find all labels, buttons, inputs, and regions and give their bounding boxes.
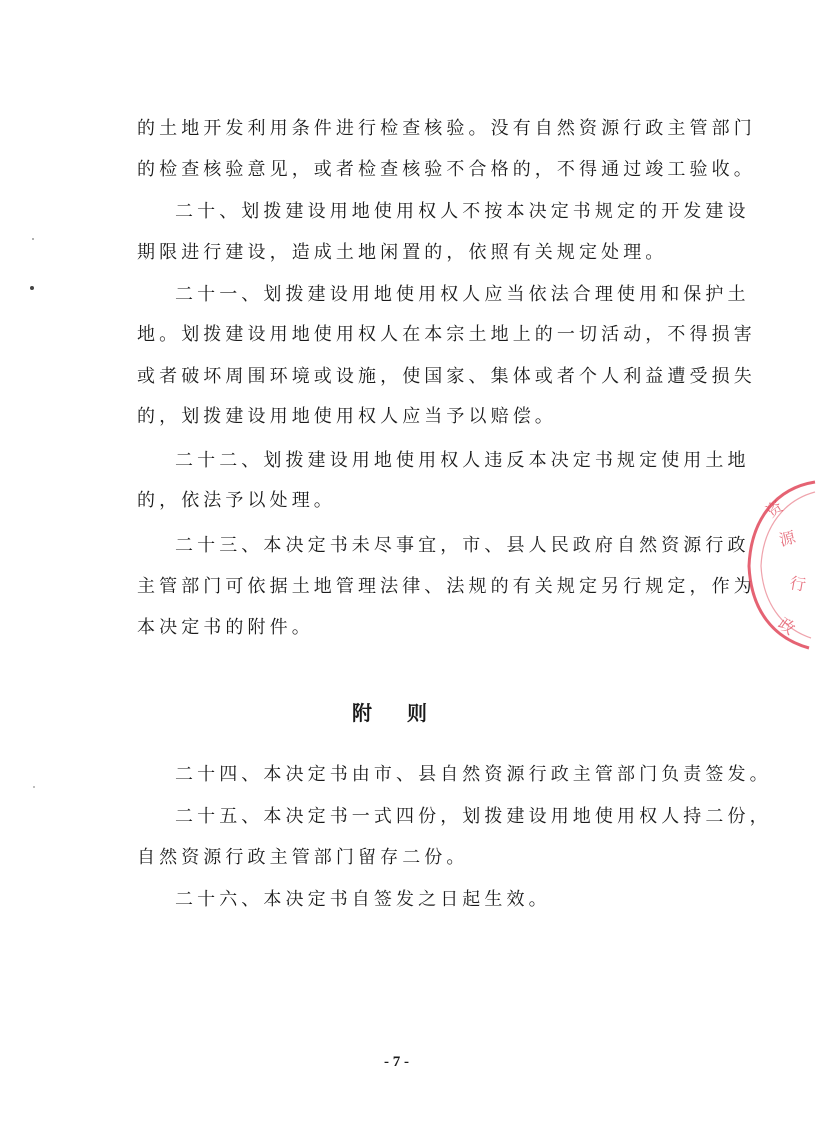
body-line-3: 二十、划拨建设用地使用权人不按本决定书规定的开发建设	[175, 201, 750, 222]
body-line-9: 二十二、划拨建设用地使用权人违反本决定书规定使用土地	[175, 450, 750, 471]
body-line-13: 本决定书的附件。	[137, 617, 314, 638]
seal-char-4: 政	[774, 613, 799, 639]
scan-speck	[32, 238, 34, 240]
annex-line-1: 二十四、本决定书由市、县自然资源行政主管部门负责签发。	[175, 764, 772, 785]
body-line-11: 二十三、本决定书未尽事宜，市、县人民政府自然资源行政	[175, 535, 750, 556]
annex-line-3: 自然资源行政主管部门留存二份。	[137, 847, 469, 868]
body-line-12: 主管部门可依据土地管理法律、法规的有关规定另行规定，作为	[137, 576, 756, 597]
official-seal-icon	[737, 478, 817, 653]
annex-line-2: 二十五、本决定书一式四份，划拨建设用地使用权人持二份，	[175, 806, 772, 827]
body-line-6: 地。划拨建设用地使用权人在本宗土地上的一切活动，不得损害	[137, 324, 756, 345]
body-line-10: 的，依法予以处理。	[137, 490, 336, 511]
scan-speck	[30, 286, 34, 290]
body-line-1: 的土地开发利用条件进行检查核验。没有自然资源行政主管部门	[137, 118, 756, 139]
body-line-5: 二十一、划拨建设用地使用权人应当依法合理使用和保护土	[175, 284, 750, 305]
body-line-4: 期限进行建设，造成土地闲置的，依照有关规定处理。	[137, 242, 668, 263]
section-heading: 附 则	[352, 701, 441, 725]
seal-char-2: 源	[777, 527, 798, 550]
annex-line-4: 二十六、本决定书自签发之日起生效。	[175, 889, 551, 910]
seal-char-3: 行	[788, 573, 808, 595]
seal-char-1: 资	[762, 496, 787, 522]
page-number: - 7 -	[384, 1054, 409, 1070]
scan-speck	[33, 786, 35, 788]
body-line-8: 的，划拨建设用地使用权人应当予以赔偿。	[137, 406, 557, 427]
body-line-2: 的检查核验意见，或者检查核验不合格的，不得通过竣工验收。	[137, 159, 756, 180]
body-line-7: 或者破坏周围环境或设施，使国家、集体或者个人利益遭受损失	[137, 366, 756, 387]
